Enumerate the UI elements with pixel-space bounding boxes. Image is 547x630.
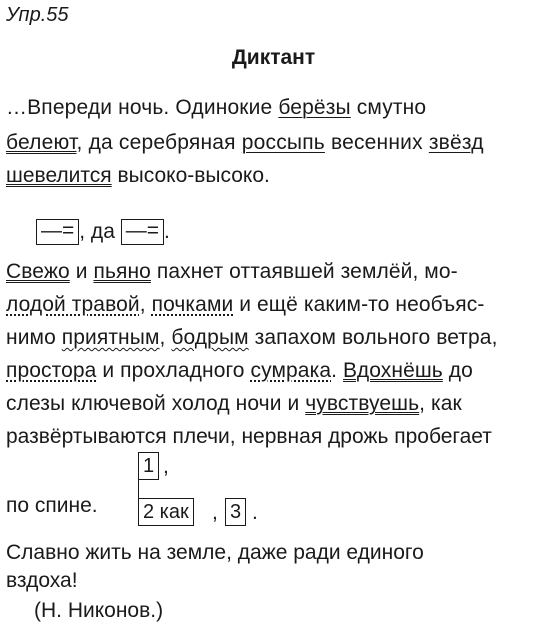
text-segment: , да серебряная xyxy=(76,131,242,154)
sentence-scheme-1 xyxy=(36,219,170,245)
paragraph1-line2 xyxy=(6,130,484,156)
scheme-connector: , да xyxy=(79,220,121,243)
text-segment: пахнет оттаявшей землёй, мо- xyxy=(150,260,458,283)
text-segment: высоко-высоко. xyxy=(111,164,270,187)
text-segment: смутно xyxy=(350,96,427,119)
paragraph2-line6 xyxy=(6,424,492,450)
paragraph2-line1 xyxy=(6,259,458,285)
scheme-box-3: 3 xyxy=(225,498,246,526)
text-segment: , как xyxy=(419,392,462,415)
text-segment: и ещё каким-то необъяс- xyxy=(233,293,485,316)
scheme-comma: , xyxy=(163,455,169,478)
dictation-title: Диктант xyxy=(231,46,316,69)
text-segment: …Впереди ночь. Одинокие xyxy=(6,96,279,119)
scheme-box: —= xyxy=(121,219,164,245)
subject-underlined: россыпь xyxy=(241,131,325,154)
predicate-underlined: Свежо xyxy=(6,260,70,283)
subject-underlined: берёзы xyxy=(278,96,351,119)
text-segment: и xyxy=(69,260,94,283)
scheme-box-1: 1 xyxy=(138,452,159,480)
text-segment: развёртываются плечи, нервная дрожь пробегает xyxy=(6,425,492,448)
scheme-box-2: 2 как xyxy=(138,498,194,526)
paragraph2-line3 xyxy=(6,325,498,351)
scheme-period: . xyxy=(163,220,170,243)
exercise-label: Упр.55 xyxy=(6,4,69,26)
author-attribution: (Н. Никонов.) xyxy=(34,599,164,622)
paragraph1-line3 xyxy=(6,163,270,189)
object-underlined: почками xyxy=(151,293,234,316)
text-segment: до xyxy=(442,359,473,382)
predicate-underlined: пьяно xyxy=(93,260,151,283)
paragraph2-line2 xyxy=(6,292,484,318)
text-segment: , xyxy=(139,293,152,316)
predicate-underlined: шевелится xyxy=(6,164,112,187)
paragraph1-line1 xyxy=(6,95,426,121)
text-segment: , xyxy=(159,326,172,349)
text-segment: . xyxy=(331,359,343,382)
paragraph3-line1: Славно жить на земле, даже ради единого xyxy=(6,541,424,564)
scheme-period: . xyxy=(252,501,258,524)
paragraph3-line2: вздоха! xyxy=(6,569,78,592)
object-underlined: простора xyxy=(6,359,97,382)
attribute-underlined: приятным xyxy=(61,326,160,349)
predicate-underlined: белеют xyxy=(6,131,77,154)
paragraph2-line4 xyxy=(6,358,473,384)
text-segment: и прохладного xyxy=(96,359,251,382)
text-segment: запахом вольного ветра, xyxy=(248,326,498,349)
scheme-comma: , xyxy=(212,501,218,524)
predicate-underlined: чувствуешь xyxy=(305,392,420,415)
subject-underlined: звёзд xyxy=(428,131,484,154)
text-segment: слезы ключевой холод ночи и xyxy=(6,392,306,415)
scheme-left-text: по спине. xyxy=(6,494,98,517)
object-underlined: сумрака xyxy=(250,359,332,382)
object-underlined: лодой травой xyxy=(6,293,140,316)
text-segment: весенних xyxy=(324,131,429,154)
attribute-underlined: бодрым xyxy=(171,326,249,349)
scheme-box: —= xyxy=(36,219,79,245)
predicate-underlined: Вдохнёшь xyxy=(343,359,443,382)
text-segment: нимо xyxy=(6,326,62,349)
paragraph2-line5 xyxy=(6,391,462,417)
